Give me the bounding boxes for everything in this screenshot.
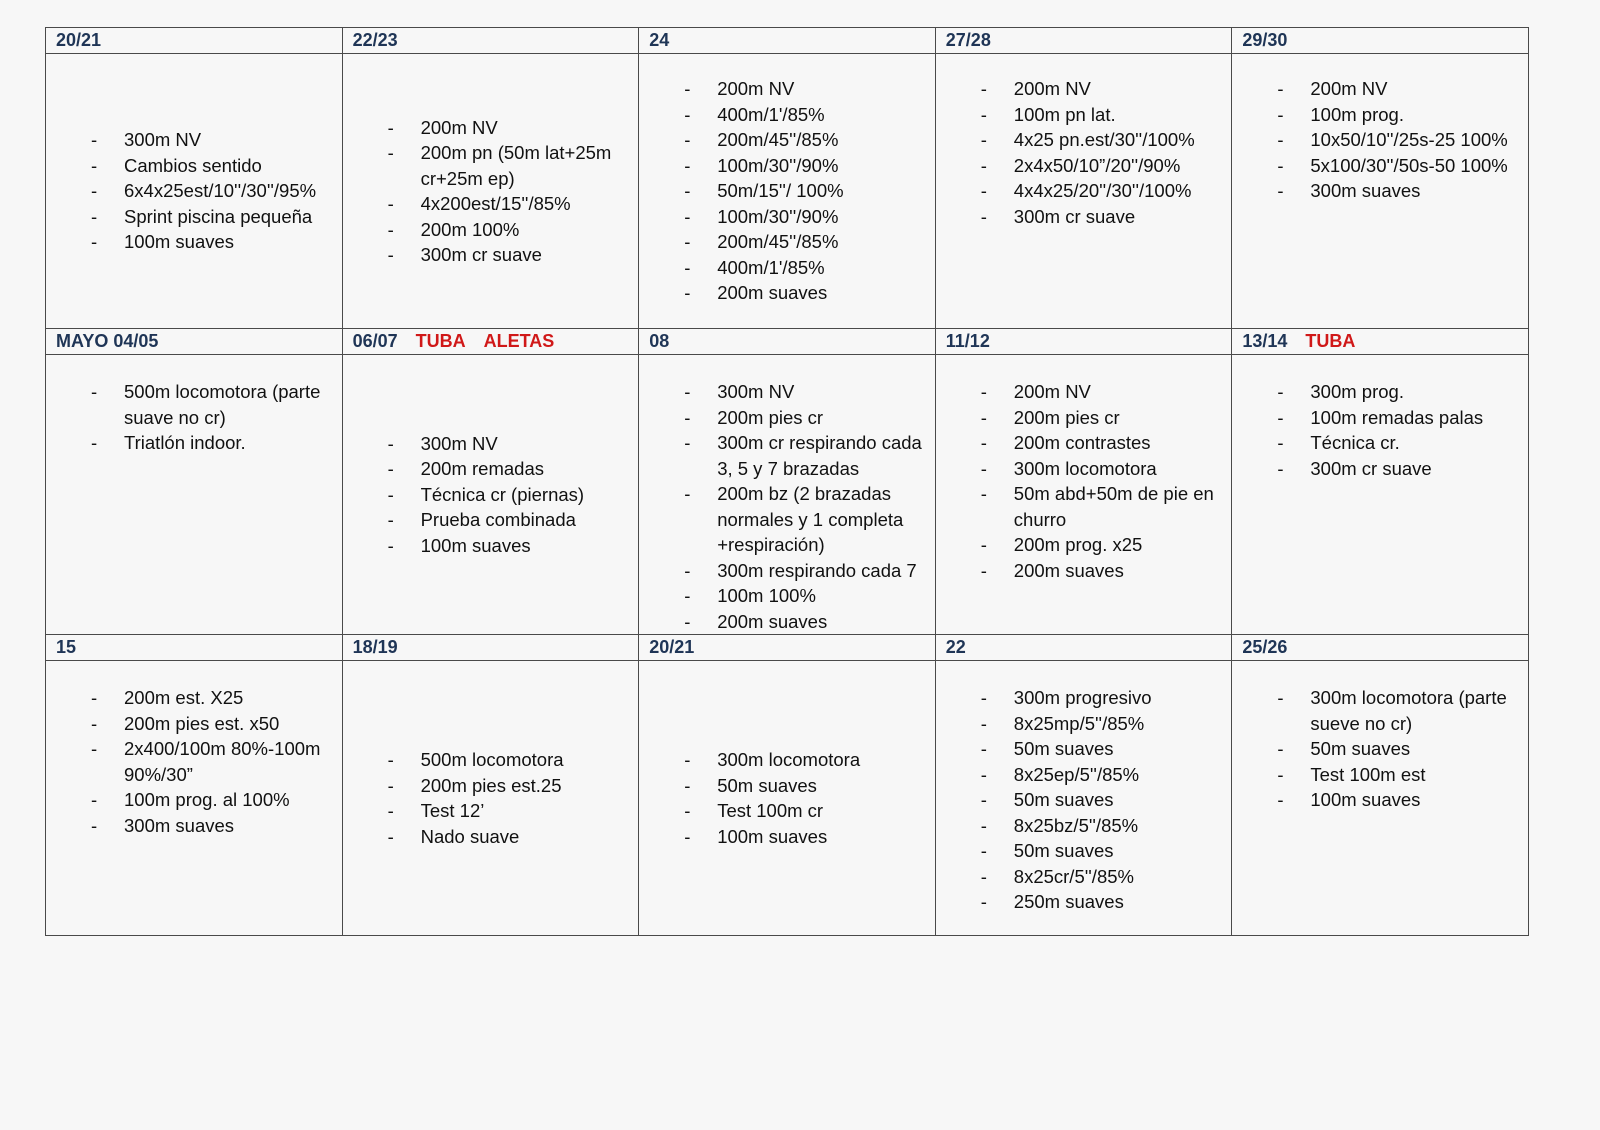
workout-item: - 300m NV [91,127,334,153]
day-header-cell [639,635,936,661]
workout-list [639,76,935,306]
workout-cell [46,661,343,936]
workout-list [936,379,1232,583]
workout-row [46,54,1529,329]
workout-item: - 200m 100% [388,217,631,243]
workout-item: - 100m suaves [388,533,631,559]
day-label: 27/28 [945,30,991,50]
workout-list [639,747,935,849]
workout-list [343,431,639,559]
equipment-tag: ALETAS [483,331,555,351]
workout-item: - Triatlón indoor. [91,430,334,456]
equipment-tag: TUBA [1305,331,1356,351]
workout-item: - 100m 100% [684,583,927,609]
workout-item: - 300m locomotora [981,456,1224,482]
workout-item: - Técnica cr. [1277,430,1520,456]
workout-cell [639,661,936,936]
workout-item: - 50m suaves [684,773,927,799]
workout-item: - 300m progresivo [981,685,1224,711]
workout-item: - Test 100m cr [684,798,927,824]
day-header-cell [1232,329,1529,355]
workout-item: - 2x400/100m 80%-100m 90%/30” [91,736,334,787]
workout-item: - 200m pies est. x50 [91,711,334,737]
workout-item: - 200m NV [388,115,631,141]
workout-cell [46,54,343,329]
workout-item: - 50m suaves [1277,736,1520,762]
workout-item: - 300m cr respirando cada 3, 5 y 7 brazadas [684,430,927,481]
workout-item: - 50m suaves [981,736,1224,762]
workout-list [46,685,342,838]
workout-item: - 300m NV [388,431,631,457]
workout-item: - 4x4x25/20''/30''/100% [981,178,1224,204]
workout-item: - 200m suaves [981,558,1224,584]
workout-item: - 200m prog. x25 [981,532,1224,558]
workout-item: - 6x4x25est/10''/30''/95% [91,178,334,204]
workout-list [639,379,935,634]
day-label: 20/21 [56,30,102,50]
workout-cell [342,355,639,635]
workout-item: - 300m prog. [1277,379,1520,405]
workout-cell [46,355,343,635]
workout-cell [935,661,1232,936]
day-label: 24 [649,30,670,50]
day-header-cell [935,329,1232,355]
workout-row [46,661,1529,936]
workout-item: - 200m NV [981,379,1224,405]
workout-item: - 200m pies cr [684,405,927,431]
workout-cell [935,355,1232,635]
workout-item: - 50m suaves [981,838,1224,864]
workout-cell [1232,661,1529,936]
workout-cell [639,355,936,635]
workout-item: - 10x50/10''/25s-25 100% [1277,127,1520,153]
workout-item: - 300m suaves [91,813,334,839]
day-header-cell [342,28,639,54]
workout-item: - 200m NV [981,76,1224,102]
day-label: 25/26 [1242,637,1288,657]
workout-item: - 200m suaves [684,280,927,306]
workout-item: - 100m prog. al 100% [91,787,334,813]
workout-item: - 8x25mp/5''/85% [981,711,1224,737]
workout-list [1232,379,1528,481]
workout-item: - 8x25ep/5''/85% [981,762,1224,788]
workout-item: - 200m bz (2 brazadas normales y 1 completa +respiración) [684,481,927,558]
workout-item: - 300m cr suave [388,242,631,268]
workout-item: - 300m suaves [1277,178,1520,204]
workout-item: - 200m contrastes [981,430,1224,456]
workout-item: - 200m/45''/85% [684,127,927,153]
day-label: 22 [945,637,966,657]
header-row [46,28,1529,54]
workout-item: - 200m/45''/85% [684,229,927,255]
workout-cell [342,54,639,329]
workout-row [46,355,1529,635]
day-header-cell [1232,28,1529,54]
workout-list [936,76,1232,229]
workout-item: - Test 12’ [388,798,631,824]
day-header-cell [639,329,936,355]
day-header-cell [935,635,1232,661]
workout-list [46,127,342,255]
workout-item: - 100m/30''/90% [684,204,927,230]
workout-item: - 4x25 pn.est/30''/100% [981,127,1224,153]
day-label: 29/30 [1242,30,1288,50]
day-label: 11/12 [945,331,990,351]
workout-list [343,747,639,849]
day-label: 18/19 [352,637,398,657]
workout-item: - 200m pies est.25 [388,773,631,799]
day-label: 06/07 [352,331,398,351]
day-label: 13/14 [1242,331,1288,351]
day-header-cell [1232,635,1529,661]
workout-item: - 50m suaves [981,787,1224,813]
training-schedule-table [45,27,1529,936]
workout-cell [639,54,936,329]
workout-item: - 200m NV [684,76,927,102]
workout-item: - 300m cr suave [981,204,1224,230]
workout-item: - Técnica cr (piernas) [388,482,631,508]
workout-item: - Test 100m est [1277,762,1520,788]
workout-cell [1232,355,1529,635]
workout-item: - 4x200est/15''/85% [388,191,631,217]
workout-item: - 500m locomotora (parte suave no cr) [91,379,334,430]
workout-item: - 200m NV [1277,76,1520,102]
day-header-cell [935,28,1232,54]
workout-item: - 200m pn (50m lat+25m cr+25m ep) [388,140,631,191]
workout-item: - Sprint piscina pequeña [91,204,334,230]
header-row [46,635,1529,661]
workout-item: - 250m suaves [981,889,1224,915]
day-label: 08 [649,331,670,351]
workout-item: - 300m locomotora (parte sueve no cr) [1277,685,1520,736]
day-header-cell [342,635,639,661]
workout-list [1232,685,1528,813]
header-row [46,329,1529,355]
workout-item: - Cambios sentido [91,153,334,179]
workout-item: - 5x100/30''/50s-50 100% [1277,153,1520,179]
workout-item: - 300m cr suave [1277,456,1520,482]
workout-item: - 100m pn lat. [981,102,1224,128]
day-header-cell [46,329,343,355]
workout-cell [342,661,639,936]
day-label: 20/21 [649,637,695,657]
workout-item: - 100m suaves [91,229,334,255]
workout-item: - 50m abd+50m de pie en churro [981,481,1224,532]
workout-list [46,379,342,456]
workout-item: - 50m/15''/ 100% [684,178,927,204]
day-header-cell [46,28,343,54]
day-header-cell [639,28,936,54]
workout-item: - 200m est. X25 [91,685,334,711]
day-label: 15 [56,637,77,657]
workout-item: - 500m locomotora [388,747,631,773]
workout-item: - 200m pies cr [981,405,1224,431]
workout-item: - 100m remadas palas [1277,405,1520,431]
workout-item: - 400m/1'/85% [684,255,927,281]
workout-item: - 300m locomotora [684,747,927,773]
workout-item: - Prueba combinada [388,507,631,533]
workout-item: - 300m NV [684,379,927,405]
workout-cell [1232,54,1529,329]
workout-list [343,115,639,268]
equipment-tag: TUBA [415,331,466,351]
workout-item: - 8x25bz/5''/85% [981,813,1224,839]
workout-item: - 200m remadas [388,456,631,482]
workout-cell [935,54,1232,329]
day-label: MAYO 04/05 [56,331,159,351]
workout-item: - 100m/30''/90% [684,153,927,179]
day-label: 22/23 [352,30,398,50]
workout-item: - 100m prog. [1277,102,1520,128]
day-header-cell [342,329,639,355]
workout-list [1232,76,1528,204]
workout-item: - 100m suaves [1277,787,1520,813]
workout-item: - 2x4x50/10”/20''/90% [981,153,1224,179]
workout-item: - 200m suaves [684,609,927,635]
workout-list [936,685,1232,915]
workout-item: - 8x25cr/5''/85% [981,864,1224,890]
workout-item: - 400m/1'/85% [684,102,927,128]
day-header-cell [46,635,343,661]
workout-item: - Nado suave [388,824,631,850]
workout-item: - 100m suaves [684,824,927,850]
workout-item: - 300m respirando cada 7 [684,558,927,584]
